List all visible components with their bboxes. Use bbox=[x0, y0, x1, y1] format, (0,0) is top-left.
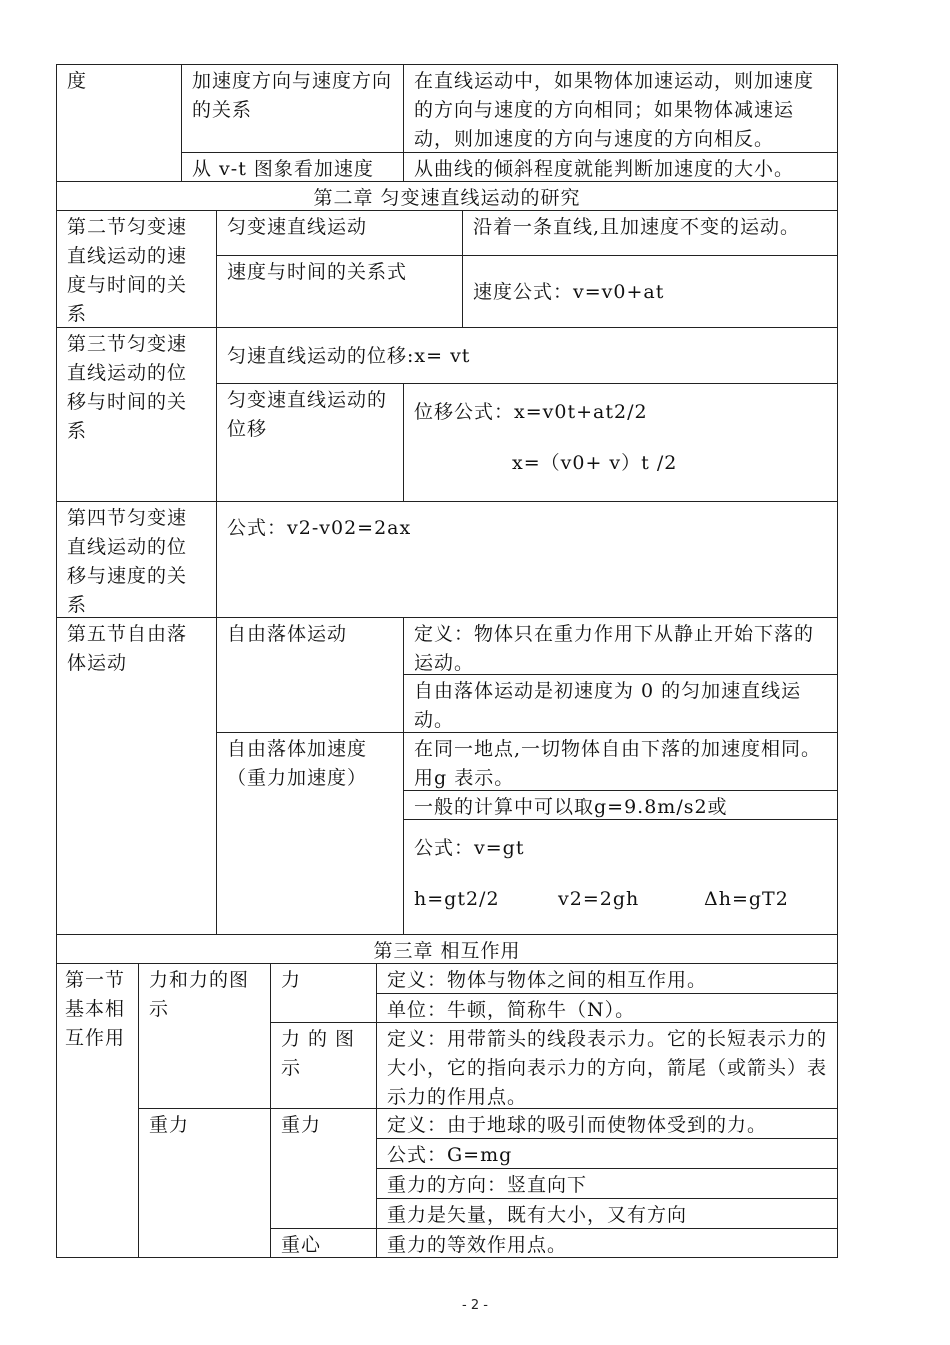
center-of-gravity-definition: 重力的等效作用点。 bbox=[387, 1234, 568, 1256]
ch2-s5-r1-t2 bbox=[403, 674, 838, 733]
ch2-s4-formula-cell bbox=[216, 501, 838, 618]
gravity-formula: 公式：G=mg bbox=[387, 1144, 513, 1166]
force-and-diagram-label: 力和力的图示 bbox=[149, 969, 250, 1020]
ch2-section-3-title bbox=[56, 327, 217, 502]
free-fall-description: 自由落体运动是初速度为 0 的匀加速直线运动。 bbox=[414, 680, 802, 731]
gravity-group-label: 重力 bbox=[149, 1114, 190, 1136]
ch3-g2-a-t1 bbox=[376, 1108, 838, 1139]
displacement-formula-1: 位移公式：x=v0t+at2/2 bbox=[414, 401, 648, 423]
ch3-section-1-title-text: 第一节 基本相互作用 bbox=[65, 969, 126, 1049]
force-diagram-label: 力的图示 bbox=[281, 1028, 363, 1079]
ch1-row1-label-text: 加速度方向与速度方向的关系 bbox=[192, 70, 393, 121]
ch3-g2-b-label bbox=[270, 1228, 377, 1258]
ch2-section-3-title-text: 第三节匀变速直线运动的位移与时间的关系 bbox=[67, 333, 188, 442]
ch2-s2-r2-text bbox=[462, 255, 838, 328]
ch2-s2-r1-text bbox=[462, 210, 838, 256]
chapter-2-title bbox=[56, 181, 838, 211]
ch2-s2-r2-label-text: 速度与时间的关系式 bbox=[227, 261, 408, 283]
free-fall-velocity-squared-formula: v2=2gh bbox=[558, 888, 640, 910]
ch2-section-4-title bbox=[56, 501, 217, 618]
center-of-gravity-label: 重心 bbox=[281, 1234, 322, 1256]
ch3-section-1-title bbox=[56, 963, 139, 1258]
velocity-displacement-formula: 公式：v2-v02=2ax bbox=[227, 517, 412, 539]
ch2-s5-r1-t1 bbox=[403, 617, 838, 675]
ch2-section-4-title-text: 第四节匀变速直线运动的位移与速度的关系 bbox=[67, 507, 188, 616]
force-unit: 单位：牛顿，简称牛（N）。 bbox=[387, 999, 636, 1021]
ch3-g1-label bbox=[138, 963, 271, 1109]
ch3-g2-b-t1 bbox=[376, 1228, 838, 1258]
chapter-3-title-text: 第三章 相互作用 bbox=[373, 940, 521, 962]
ch2-s5-r1-label bbox=[216, 617, 404, 733]
ch2-s3-r2-label bbox=[216, 383, 404, 502]
gravity-vector-note: 重力是矢量，既有大小，又有方向 bbox=[387, 1204, 688, 1226]
displacement-formula-2: x=（v0+ v）t /2 bbox=[512, 452, 678, 474]
ch1-col1-text: 度 bbox=[67, 70, 88, 92]
free-fall-velocity-formula: 公式：v=gt bbox=[414, 837, 525, 859]
ch2-s2-r1-label bbox=[216, 210, 463, 256]
ch3-g2-a-t4 bbox=[376, 1198, 838, 1229]
ch3-g1-b-t1 bbox=[376, 1022, 838, 1109]
ch1-row2-label bbox=[181, 152, 404, 182]
force-definition: 定义：物体与物体之间的相互作用。 bbox=[387, 969, 708, 991]
ch1-row1-text bbox=[403, 64, 838, 153]
ch1-row1-text-body: 在直线运动中，如果物体加速运动，则加速度的方向与速度的方向相同；如果物体减速运动，则加速度的方向与速度的方向相反。 bbox=[414, 70, 815, 150]
ch1-col1 bbox=[56, 64, 182, 182]
velocity-formula: 速度公式：v=v0+at bbox=[473, 281, 665, 303]
ch2-s5-r2-label-text: 自由落体加速度（重力加速度） bbox=[227, 738, 368, 789]
gravity-definition: 定义：由于地球的吸引而使物体受到的力。 bbox=[387, 1114, 768, 1136]
gravity-label: 重力 bbox=[281, 1114, 322, 1136]
free-fall-delta-h-formula: Δh=gT2 bbox=[704, 888, 789, 910]
ch3-g1-a-t2 bbox=[376, 993, 838, 1023]
ch3-g2-a-t3 bbox=[376, 1168, 838, 1199]
free-fall-height-formula: h=gt2/2 bbox=[414, 888, 500, 910]
ch2-s5-r2-t1 bbox=[403, 732, 838, 791]
ch2-s2-r2-label bbox=[216, 255, 463, 328]
ch3-g2-label bbox=[138, 1108, 271, 1258]
ch3-g2-a-t2 bbox=[376, 1138, 838, 1169]
ch1-row2-label-text: 从 v-t 图象看加速度 bbox=[192, 158, 374, 180]
ch2-s5-r2-t2 bbox=[403, 790, 838, 820]
ch2-section-5-title bbox=[56, 617, 217, 935]
page-number: - 2 - bbox=[462, 1298, 488, 1313]
ch2-s5-r1-label-text: 自由落体运动 bbox=[227, 623, 348, 645]
free-fall-definition: 定义：物体只在重力作用下从静止开始下落的运动。 bbox=[414, 623, 815, 674]
ch2-s5-r2-label bbox=[216, 732, 404, 935]
uniform-displacement-formula: 匀速直线运动的位移:x= vt bbox=[227, 345, 471, 367]
ch2-s2-r1-text-body: 沿着一条直线,且加速度不变的运动。 bbox=[473, 216, 801, 238]
ch1-row2-text-body: 从曲线的倾斜程度就能判断加速度的大小。 bbox=[414, 158, 795, 180]
ch2-section-2-title bbox=[56, 210, 217, 328]
ch2-s3-r2-label-text: 匀变速直线运动的位移 bbox=[227, 389, 388, 440]
force-label: 力 bbox=[281, 969, 302, 991]
ch2-s5-formulas bbox=[403, 819, 838, 935]
ch2-section-5-title-text: 第五节自由落体运动 bbox=[67, 623, 188, 674]
ch1-row1-label bbox=[181, 64, 404, 153]
ch3-g2-a-label bbox=[270, 1108, 377, 1229]
ch2-section-2-title-text: 第二节匀变速直线运动的速度与时间的关系 bbox=[67, 216, 188, 325]
gravity-direction: 重力的方向：竖直向下 bbox=[387, 1174, 588, 1196]
ch2-s3-r1 bbox=[216, 327, 838, 384]
ch3-g1-b-label bbox=[270, 1022, 377, 1109]
ch3-g1-a-label bbox=[270, 963, 377, 1023]
chapter-3-title bbox=[56, 934, 838, 964]
force-diagram-definition: 定义：用带箭头的线段表示力。它的长短表示力的大小，它的指向表示力的方向，箭尾（或箭头）表示力的作用点。 bbox=[387, 1028, 828, 1108]
ch2-s3-r2-text bbox=[403, 383, 838, 502]
ch1-row2-text bbox=[403, 152, 838, 182]
gravity-acceleration-values: 一般的计算中可以取g=9.8m/s2或 bbox=[414, 796, 728, 818]
ch3-g1-a-t1 bbox=[376, 963, 838, 994]
gravity-acceleration-definition: 在同一地点,一切物体自由下落的加速度相同。用g 表示。 bbox=[414, 738, 822, 789]
ch2-s2-r1-label-text: 匀变速直线运动 bbox=[227, 216, 368, 238]
chapter-2-title-text: 第二章 匀变速直线运动的研究 bbox=[313, 187, 581, 209]
